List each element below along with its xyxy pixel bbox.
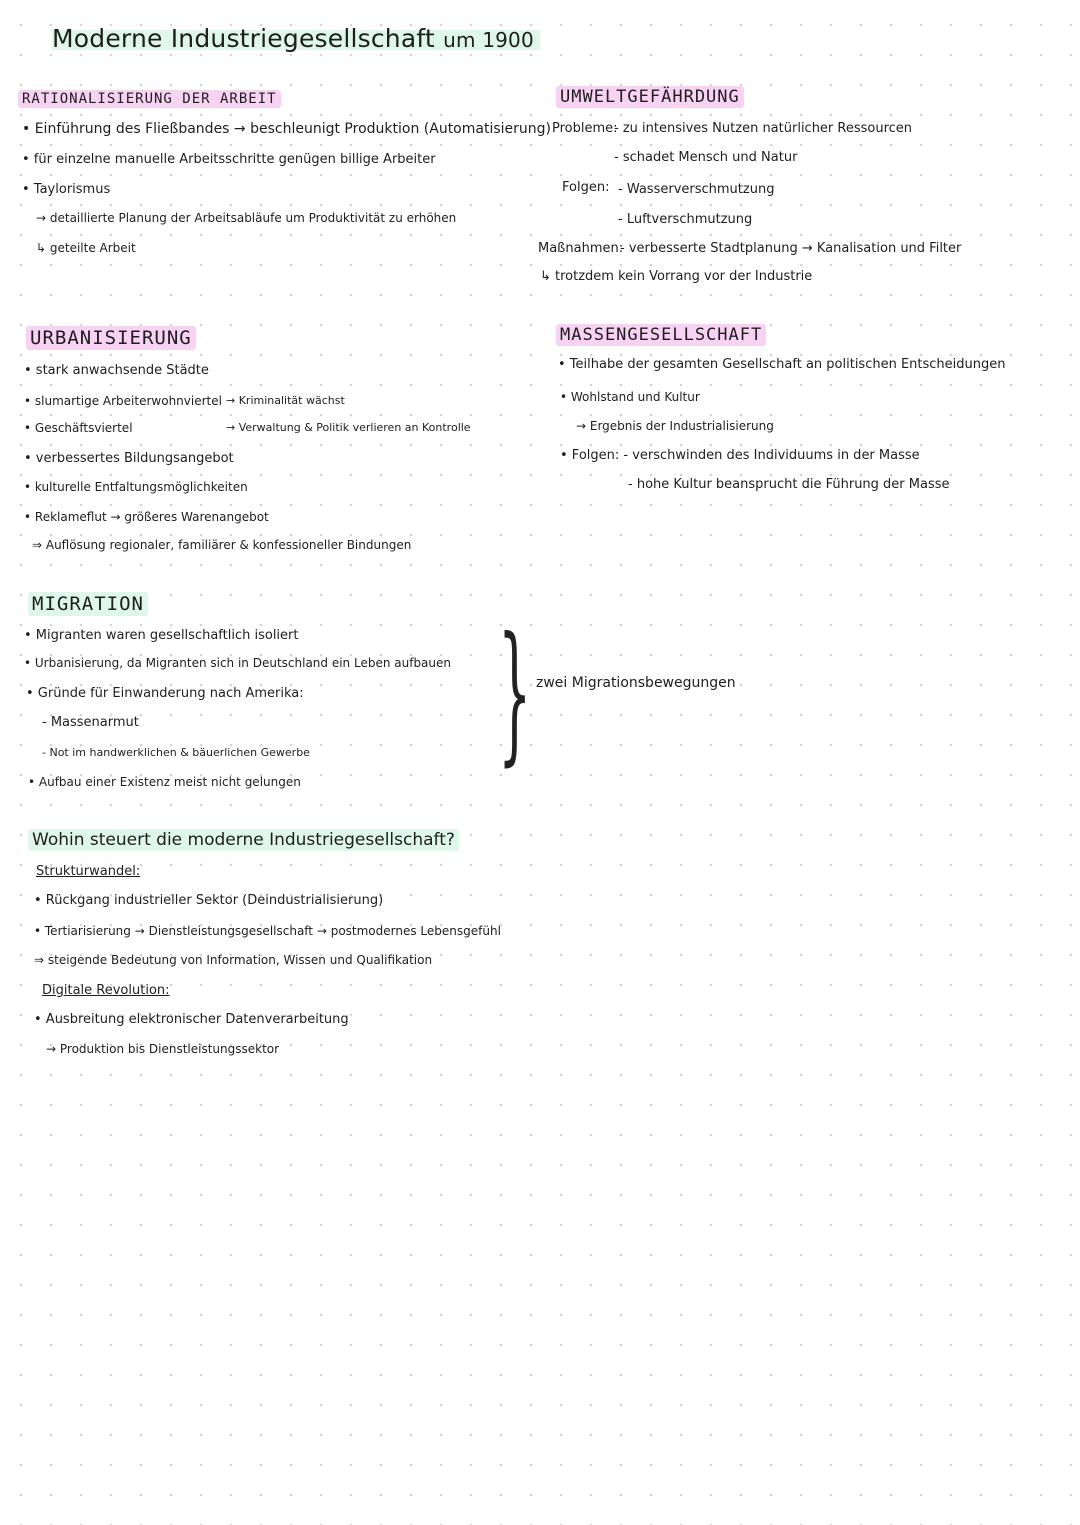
list-item: • Geschäftsviertel xyxy=(24,421,133,435)
brace-icon: } xyxy=(498,606,532,780)
title-main: Moderne Industriegesellschaft xyxy=(52,24,435,53)
question-heading: Wohin steuert die moderne Industriegesellschaft? xyxy=(28,829,459,851)
list-item: → detaillierte Planung der Arbeitsabläufe um Produktivität zu erhöhen xyxy=(36,211,457,225)
list-item: ⇒ Auflösung regionaler, familiärer & konfessioneller Bindungen xyxy=(32,538,412,552)
list-item: • Teilhabe der gesamten Gesellschaft an politischen Entscheidungen xyxy=(558,357,1006,372)
list-item: • Ausbreitung elektronischer Datenverarbeitung xyxy=(34,1012,349,1027)
label-strukturwandel: Strukturwandel: xyxy=(36,864,141,879)
list-item: • Urbanisierung, da Migranten sich in Deutschland ein Leben aufbauen xyxy=(24,656,452,670)
page-title xyxy=(52,24,540,53)
list-item: • Aufbau einer Existenz meist nicht gelungen xyxy=(28,775,301,789)
list-item: ↳ geteilte Arbeit xyxy=(36,241,136,255)
label-folgen: Folgen: xyxy=(562,180,610,195)
list-item: • verbessertes Bildungsangebot xyxy=(24,451,234,466)
list-item: - Luftverschmutzung xyxy=(618,212,753,227)
brace-label: zwei Migrationsbewegungen xyxy=(536,675,736,691)
heading-rationalisierung: RATIONALISIERUNG DER ARBEIT xyxy=(18,90,281,108)
list-item: • Wohlstand und Kultur xyxy=(560,390,700,404)
list-item: - Not im handwerklichen & bäuerlichen Gewerbe xyxy=(42,746,310,759)
list-item: ↳ trotzdem kein Vorrang vor der Industrie xyxy=(540,269,813,284)
label-massnahmen: Maßnahmen: xyxy=(538,241,624,256)
list-item: • Reklameflut → größeres Warenangebot xyxy=(24,510,269,524)
list-item: → Ergebnis der Industrialisierung xyxy=(576,419,774,433)
list-item: - schadet Mensch und Natur xyxy=(614,150,798,165)
list-item: • Einführung des Fließbandes → beschleunigt Produktion (Automatisierung) xyxy=(22,121,551,137)
list-item: - hohe Kultur beansprucht die Führung der Masse xyxy=(628,477,950,492)
list-item: → Produktion bis Dienstleistungssektor xyxy=(46,1042,280,1056)
list-item: • Rückgang industrieller Sektor (Deindustrialisierung) xyxy=(34,893,384,908)
label-digital: Digitale Revolution: xyxy=(42,983,170,998)
list-item: • Tertiarisierung → Dienstleistungsgesellschaft → postmodernes Lebensgefühl xyxy=(34,924,501,938)
list-item: • Folgen: - verschwinden des Individuums in der Masse xyxy=(560,448,920,463)
list-item: • Migranten waren gesellschaftlich isoliert xyxy=(24,628,299,643)
label-probleme: Probleme: xyxy=(552,121,618,136)
list-item: - Wasserverschmutzung xyxy=(618,182,775,197)
list-item: - Massenarmut xyxy=(42,715,139,730)
list-item: ⇒ steigende Bedeutung von Information, Wissen und Qualifikation xyxy=(34,953,433,967)
heading-umwelt: UMWELTGEFÄHRDUNG xyxy=(556,86,744,108)
list-item: • Gründe für Einwanderung nach Amerika: xyxy=(26,686,304,701)
list-item: • slumartige Arbeiterwohnviertel xyxy=(24,394,222,408)
list-item: • kulturelle Entfaltungsmöglichkeiten xyxy=(24,480,248,494)
list-item: - verbesserte Stadtplanung → Kanalisation und Filter xyxy=(620,241,962,256)
list-item: - zu intensives Nutzen natürlicher Ressourcen xyxy=(614,121,913,136)
title-suffix: um 1900 xyxy=(443,28,534,52)
title-highlight xyxy=(52,24,540,53)
heading-migration: MIGRATION xyxy=(28,592,148,616)
note-verwaltung: → Verwaltung & Politik verlieren an Kontrolle xyxy=(226,421,471,434)
list-item: • für einzelne manuelle Arbeitsschritte genügen billige Arbeiter xyxy=(22,152,436,167)
list-item: • Taylorismus xyxy=(22,182,111,197)
heading-urbanisierung: URBANISIERUNG xyxy=(26,326,196,350)
note-kriminalitaet: → Kriminalität wächst xyxy=(226,394,345,407)
heading-massengesellschaft: MASSENGESELLSCHAFT xyxy=(556,324,766,346)
list-item: • stark anwachsende Städte xyxy=(24,363,209,378)
